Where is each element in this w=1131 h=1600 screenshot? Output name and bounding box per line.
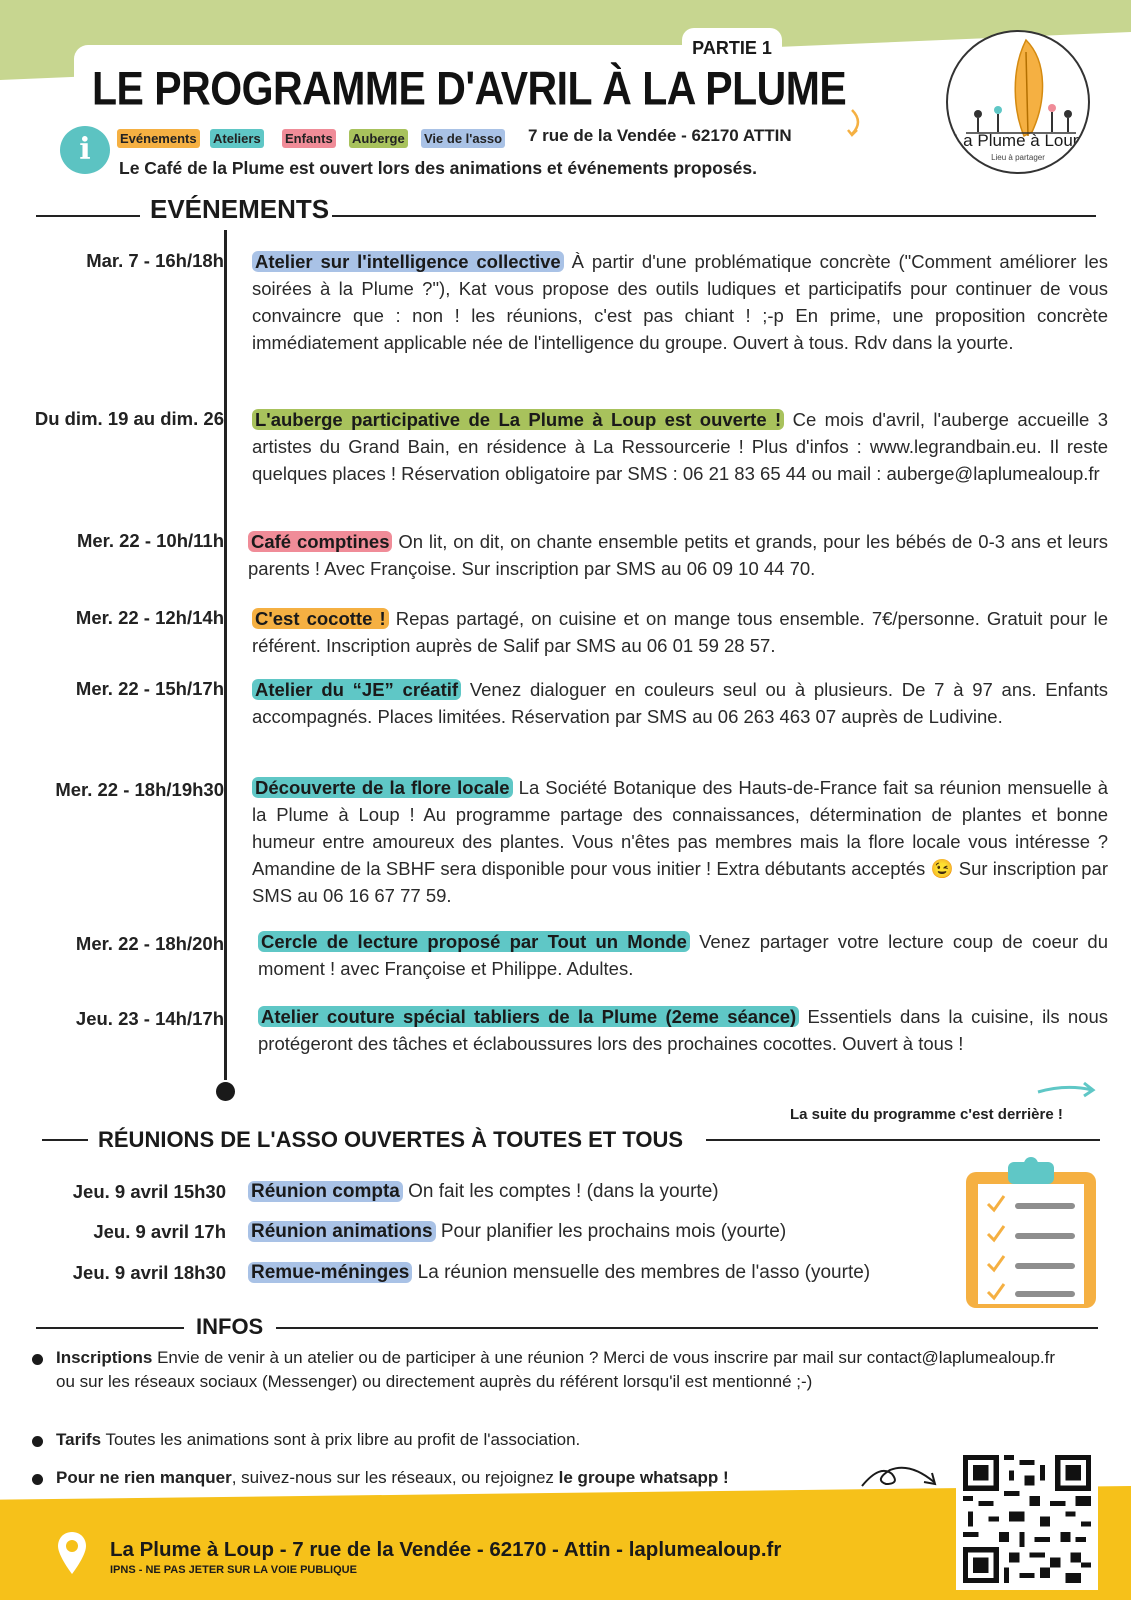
footer-address: La Plume à Loup - 7 rue de la Vendée - 62170 - Attin - laplumealoup.fr bbox=[110, 1538, 782, 1561]
event-item bbox=[252, 605, 1108, 659]
info-label: Tarifs bbox=[56, 1430, 102, 1449]
event-date: Du dim. 19 au dim. 26 bbox=[34, 408, 224, 429]
qr-code[interactable] bbox=[958, 1450, 1096, 1588]
section-rule bbox=[36, 1327, 184, 1329]
meeting-date: Jeu. 9 avril 18h30 bbox=[72, 1262, 226, 1283]
section-rule bbox=[36, 215, 140, 217]
event-date: Mer. 22 - 18h/19h30 bbox=[55, 779, 224, 800]
meeting-item bbox=[248, 1262, 870, 1284]
event-text: La Société Botanique des Hauts-de-France fait sa réunion mensuelle à la Plume à Loup ! Au programme partage des connaissances, détermination de plantes et bonne humeur entre amoureux des plantes. Vous n'êtes pas membres mais la flore locale vous intéresse ? Amandine de la SBHF sera disponible pour vous initier ! Extra débutants acceptés 😉 Sur inscription par SMS au 06 16 67 77 59. bbox=[252, 777, 1109, 906]
event-item bbox=[252, 248, 1108, 356]
tag-auberge: Auberge bbox=[349, 129, 408, 148]
partie-label: PARTIE 1 bbox=[682, 28, 782, 68]
logo bbox=[946, 30, 1090, 174]
address: 7 rue de la Vendée - 62170 ATTIN bbox=[528, 126, 792, 145]
meeting-title: Réunion animations bbox=[248, 1221, 436, 1242]
event-date: Mer. 22 - 18h/20h bbox=[75, 933, 224, 954]
event-title: Découverte de la flore locale bbox=[252, 777, 513, 798]
section-rule bbox=[332, 215, 1096, 217]
meeting-date: Jeu. 9 avril 17h bbox=[93, 1221, 226, 1242]
arrow-right-icon bbox=[1036, 1080, 1098, 1100]
meeting-text: Pour planifier les prochains mois (yourte) bbox=[440, 1221, 787, 1242]
qr-code-icon bbox=[963, 1455, 1091, 1583]
events-heading: EVÉNEMENTS bbox=[150, 194, 330, 224]
event-text: Ce mois d'avril, l'auberge accueille 3 artistes du Grand Bain, en résidence à La Ressourcerie ! Plus d'infos : www.legrandbain.eu. Il reste quelques places ! Réservation obligatoire par SMS : 06 21 83 65 44 ou mail : auberge@laplumealoup.fr bbox=[252, 409, 1108, 484]
event-date: Mer. 22 - 12h/14h bbox=[75, 607, 224, 628]
event-text: Venez dialoguer en couleurs seul ou à plusieurs. De 7 à 97 ans. Enfants accompagnés. Places limitées. Réservation par SMS au 06 263 463 07 auprès de Ludivine. bbox=[252, 679, 1108, 727]
event-text: À partir d'une problématique concrète ("Comment améliorer les soirées à la Plume ?"), Kat vous propose des outils ludiques et participatifs pour continuer de vous convaincre que : non ! les réunions, c'est pas chiant ! ;-p En prime, une proposition concrète immédiatement applicable née de l'intelligence du groupe. Ouvert à tous. Rdv dans la yourte. bbox=[252, 251, 1108, 353]
event-title: L'auberge participative de La Plume à Loup est ouverte ! bbox=[252, 409, 784, 430]
info-label: Inscriptions bbox=[56, 1348, 153, 1367]
info-text: Toutes les animations sont à prix libre au profit de l'association. bbox=[105, 1430, 581, 1449]
info-inscriptions bbox=[56, 1346, 1056, 1394]
info-icon: i bbox=[60, 126, 110, 174]
event-item bbox=[248, 528, 1108, 582]
tag-evenements: Evénements bbox=[117, 129, 200, 148]
info-follow bbox=[56, 1466, 856, 1490]
info-label: Pour ne rien manquer bbox=[56, 1468, 232, 1487]
curved-arrow-icon bbox=[846, 108, 868, 138]
event-date: Mar. 7 - 16h/18h bbox=[86, 250, 224, 271]
section-rule bbox=[42, 1139, 88, 1141]
bullet bbox=[32, 1436, 43, 1447]
event-title: C'est cocotte ! bbox=[252, 608, 389, 629]
event-item bbox=[252, 406, 1108, 487]
timeline-end-dot bbox=[216, 1082, 235, 1101]
location-pin-icon bbox=[56, 1530, 88, 1576]
bullet bbox=[32, 1354, 43, 1365]
page-title: LE PROGRAMME D'AVRIL À LA PLUME bbox=[92, 62, 847, 115]
timeline bbox=[224, 230, 227, 1080]
meeting-text: La réunion mensuelle des membres de l'asso (yourte) bbox=[417, 1262, 871, 1283]
continue-note: La suite du programme c'est derrière ! bbox=[790, 1106, 1063, 1123]
event-text: Repas partagé, on cuisine et on mange tous ensemble. 7€/personne. Gratuit pour le référent. Inscription auprès de Salif par SMS au 06 01 59 28 57. bbox=[252, 608, 1109, 656]
meeting-title: Remue-méninges bbox=[248, 1262, 412, 1283]
section-rule bbox=[276, 1327, 1098, 1329]
event-title: Atelier du “JE” créatif bbox=[252, 679, 461, 700]
section-rule bbox=[706, 1139, 1100, 1141]
logo-tagline: Lieu à partager bbox=[991, 153, 1045, 162]
bullet bbox=[32, 1474, 43, 1485]
event-date: Mer. 22 - 15h/17h bbox=[75, 678, 224, 699]
clipboard-icon bbox=[960, 1152, 1108, 1312]
tag-ateliers: Ateliers bbox=[210, 129, 264, 148]
footer-ipns: IPNS - NE PAS JETER SUR LA VOIE PUBLIQUE bbox=[110, 1564, 357, 1576]
event-text: On lit, on dit, on chante ensemble petits et grands, pour les bébés de 0-3 ans et leurs parents ! Avec Françoise. Sur inscription par SMS au 06 09 10 44 70. bbox=[248, 531, 1108, 579]
event-text: Essentiels dans la cuisine, ils nous protégeront des tâches et éclaboussures lors des prochaines cocottes. Ouvert à tous ! bbox=[258, 1006, 1108, 1054]
meeting-item bbox=[248, 1221, 786, 1243]
logo-name: La Plume à Loup bbox=[953, 131, 1083, 150]
tag-enfants: Enfants bbox=[282, 129, 336, 148]
meeting-title: Réunion compta bbox=[248, 1181, 403, 1202]
info-text: , suivez-nous sur les réseaux, ou rejoignez bbox=[231, 1468, 559, 1487]
event-item bbox=[252, 774, 1108, 909]
event-item bbox=[252, 676, 1108, 730]
event-title: Atelier sur l'intelligence collective bbox=[252, 251, 564, 272]
whatsapp-link[interactable]: le groupe whatsapp ! bbox=[558, 1468, 729, 1487]
event-title: Cercle de lecture proposé par Tout un Monde bbox=[258, 931, 690, 952]
event-title: Atelier couture spécial tabliers de la Plume (2eme séance) bbox=[258, 1006, 799, 1027]
meeting-item bbox=[248, 1181, 719, 1203]
meeting-date: Jeu. 9 avril 15h30 bbox=[72, 1181, 226, 1202]
event-date: Jeu. 23 - 14h/17h bbox=[75, 1008, 224, 1029]
meeting-text: On fait les comptes ! (dans la yourte) bbox=[408, 1181, 719, 1202]
cafe-note: Le Café de la Plume est ouvert lors des animations et événements proposés. bbox=[119, 158, 757, 178]
event-item bbox=[258, 928, 1108, 982]
event-date: Mer. 22 - 10h/11h bbox=[76, 530, 224, 551]
event-text: Venez partager votre lecture coup de coeur du moment ! avec Françoise et Philippe. Adultes. bbox=[258, 931, 1109, 979]
infos-heading: INFOS bbox=[196, 1314, 264, 1339]
event-title: Café comptines bbox=[248, 531, 392, 552]
tag-vie-asso: Vie de l'asso bbox=[421, 129, 505, 148]
info-text: Envie de venir à un atelier ou de participer à une réunion ? Merci de vous inscrire par mail sur contact@laplumealoup.fr ou sur les réseaux sociaux (Messenger) ou directement auprès du référent lorsqu'il est mentionné ;-) bbox=[56, 1348, 1056, 1391]
meetings-heading: RÉUNIONS DE L'ASSO OUVERTES À TOUTES ET TOUS bbox=[98, 1127, 684, 1152]
event-item bbox=[258, 1003, 1108, 1057]
info-tarifs bbox=[56, 1428, 1056, 1452]
